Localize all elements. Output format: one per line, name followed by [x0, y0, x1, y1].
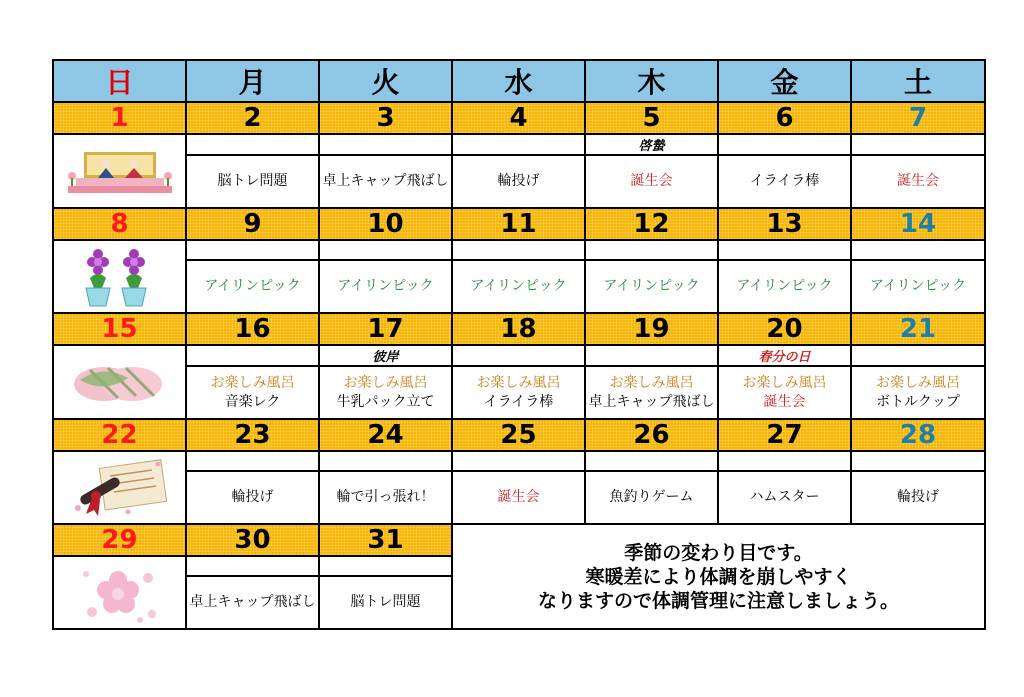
date-cell: 18 [452, 313, 585, 345]
note-cell [186, 556, 319, 576]
activity-cell [718, 366, 851, 419]
activity-label: 脳トレ問題 [217, 173, 288, 189]
message-line: 寒暖差により体調を崩しやすく [585, 565, 852, 588]
note-cell [186, 240, 319, 260]
date-cell: 19 [585, 313, 718, 345]
activity-label: 卓上キャップ飛ばし [322, 173, 449, 189]
date-cell: 14 [851, 208, 985, 240]
health-message [452, 524, 985, 629]
activity-label: 誕生会 [497, 489, 540, 505]
cherry-blossom-icon [53, 556, 186, 629]
activity-label: 誕生会 [897, 173, 939, 189]
date-cell: 26 [585, 419, 718, 451]
note-cell [851, 134, 985, 155]
date-row [53, 102, 985, 134]
activity-cell [851, 155, 985, 208]
note-cell [718, 240, 851, 260]
note-cell [319, 240, 452, 260]
date-cell: 30 [186, 524, 319, 556]
note-cell: 啓蟄 [585, 134, 718, 155]
date-cell: 16 [186, 313, 319, 345]
activity-cell [319, 576, 452, 629]
note-cell [585, 345, 718, 366]
activity-cell [319, 155, 452, 208]
activity-label: 音楽レク [224, 393, 281, 410]
activity-label: 誕生会 [630, 173, 673, 189]
activity-cell [186, 260, 319, 313]
activity-cell [186, 471, 319, 524]
note-cell [851, 345, 985, 366]
activity-cell [319, 471, 452, 524]
date-cell: 21 [851, 313, 985, 345]
activity-label: アイリンピック [470, 278, 567, 294]
note-cell [319, 451, 452, 471]
activity-label: 輪投げ [897, 489, 939, 505]
date-cell: 23 [186, 419, 319, 451]
activity-cell [319, 366, 452, 419]
date-cell: 5 [585, 102, 718, 134]
activity-label: 輪投げ [231, 489, 274, 505]
activity-label: お楽しみ風呂 [343, 374, 428, 391]
activity-cell [452, 260, 585, 313]
activity-cell [585, 155, 718, 208]
date-cell: 22 [53, 419, 186, 451]
activity-label: お楽しみ風呂 [876, 374, 960, 391]
note-cell [851, 240, 985, 260]
activity-cell [851, 260, 985, 313]
activity-cell [718, 260, 851, 313]
weekday-header-row [53, 60, 985, 102]
note-row [53, 451, 985, 471]
note-cell [851, 451, 985, 471]
date-row [53, 208, 985, 240]
note-cell [452, 451, 585, 471]
activity-row [53, 155, 985, 208]
activity-label: アイリンピック [736, 278, 833, 294]
date-row [53, 419, 985, 451]
activity-label: イライラ棒 [749, 173, 820, 189]
date-cell: 29 [53, 524, 186, 556]
activity-label: 魚釣りゲーム [609, 489, 694, 505]
note-cell: 春分の日 [718, 345, 851, 366]
date-cell: 28 [851, 419, 985, 451]
activity-cell [452, 471, 585, 524]
date-cell: 15 [53, 313, 186, 345]
note-row [53, 240, 985, 260]
date-cell: 31 [319, 524, 452, 556]
activity-label: 輪投げ [497, 173, 540, 189]
note-cell [186, 345, 319, 366]
activity-cell [452, 155, 585, 208]
date-row [53, 524, 985, 556]
weekday-header: 土 [851, 60, 985, 102]
note-cell [718, 134, 851, 155]
weekday-header: 金 [718, 60, 851, 102]
activity-label: お楽しみ風呂 [742, 374, 827, 391]
date-cell: 24 [319, 419, 452, 451]
date-cell: 3 [319, 102, 452, 134]
note-cell [718, 451, 851, 471]
activity-label: 輪で引っ張れ！ [336, 489, 435, 505]
weekday-header: 火 [319, 60, 452, 102]
note-cell [452, 240, 585, 260]
date-cell: 4 [452, 102, 585, 134]
note-row [53, 134, 985, 155]
hina-dolls-icon [53, 134, 186, 208]
date-cell: 9 [186, 208, 319, 240]
activity-label: ハムスター [749, 489, 820, 505]
activity-label: アイリンピック [603, 278, 700, 294]
activity-row [53, 260, 985, 313]
date-cell: 2 [186, 102, 319, 134]
note-cell [452, 345, 585, 366]
date-cell: 17 [319, 313, 452, 345]
activity-cell [585, 366, 718, 419]
activity-row [53, 471, 985, 524]
date-cell: 12 [585, 208, 718, 240]
calendar-table [52, 59, 986, 630]
note-cell [452, 134, 585, 155]
date-cell: 13 [718, 208, 851, 240]
note-cell [585, 240, 718, 260]
weekday-header: 月 [186, 60, 319, 102]
date-cell: 7 [851, 102, 985, 134]
date-cell: 8 [53, 208, 186, 240]
activity-label: 誕生会 [763, 393, 806, 410]
date-cell: 20 [718, 313, 851, 345]
date-cell: 11 [452, 208, 585, 240]
activity-label: お楽しみ風呂 [609, 374, 694, 391]
date-cell: 25 [452, 419, 585, 451]
activity-label: イライラ棒 [483, 393, 554, 410]
activity-cell [319, 260, 452, 313]
activity-cell [186, 576, 319, 629]
message-line: なりますので体調管理に注意しましょう。 [537, 589, 899, 612]
date-cell: 10 [319, 208, 452, 240]
date-row [53, 313, 985, 345]
activity-cell [718, 155, 851, 208]
date-cell: 6 [718, 102, 851, 134]
activity-label: 卓上キャップ飛ばし [189, 594, 316, 610]
activity-row [53, 366, 985, 419]
weekday-header: 日 [53, 60, 186, 102]
sakura-mochi-icon [53, 345, 186, 419]
activity-label: アイリンピック [204, 278, 301, 294]
hyacinth-pots-icon [53, 240, 186, 313]
activity-cell [851, 366, 985, 419]
note-cell [319, 556, 452, 576]
activity-label: ボトルクップ [876, 393, 960, 410]
activity-label: 卓上キャップ飛ばし [588, 393, 715, 410]
activity-label: 脳トレ問題 [350, 594, 421, 610]
activity-cell [186, 366, 319, 419]
note-cell [319, 134, 452, 155]
activity-cell [585, 471, 718, 524]
activity-cell [186, 155, 319, 208]
date-cell: 1 [53, 102, 186, 134]
activity-cell [452, 366, 585, 419]
activity-label: 牛乳パック立て [336, 393, 435, 410]
activity-label: アイリンピック [337, 278, 434, 294]
activity-cell [851, 471, 985, 524]
date-cell: 27 [718, 419, 851, 451]
weekday-header: 木 [585, 60, 718, 102]
note-row [53, 345, 985, 366]
activity-cell [718, 471, 851, 524]
note-cell [186, 451, 319, 471]
activity-label: お楽しみ風呂 [476, 374, 561, 391]
activity-cell [585, 260, 718, 313]
message-line: 季節の変わり目です。 [624, 541, 813, 564]
note-cell [186, 134, 319, 155]
diploma-scroll-icon [53, 451, 186, 524]
activity-label: アイリンピック [869, 278, 967, 294]
note-cell: 彼岸 [319, 345, 452, 366]
activity-label: お楽しみ風呂 [210, 374, 295, 391]
note-cell [585, 451, 718, 471]
weekday-header: 水 [452, 60, 585, 102]
